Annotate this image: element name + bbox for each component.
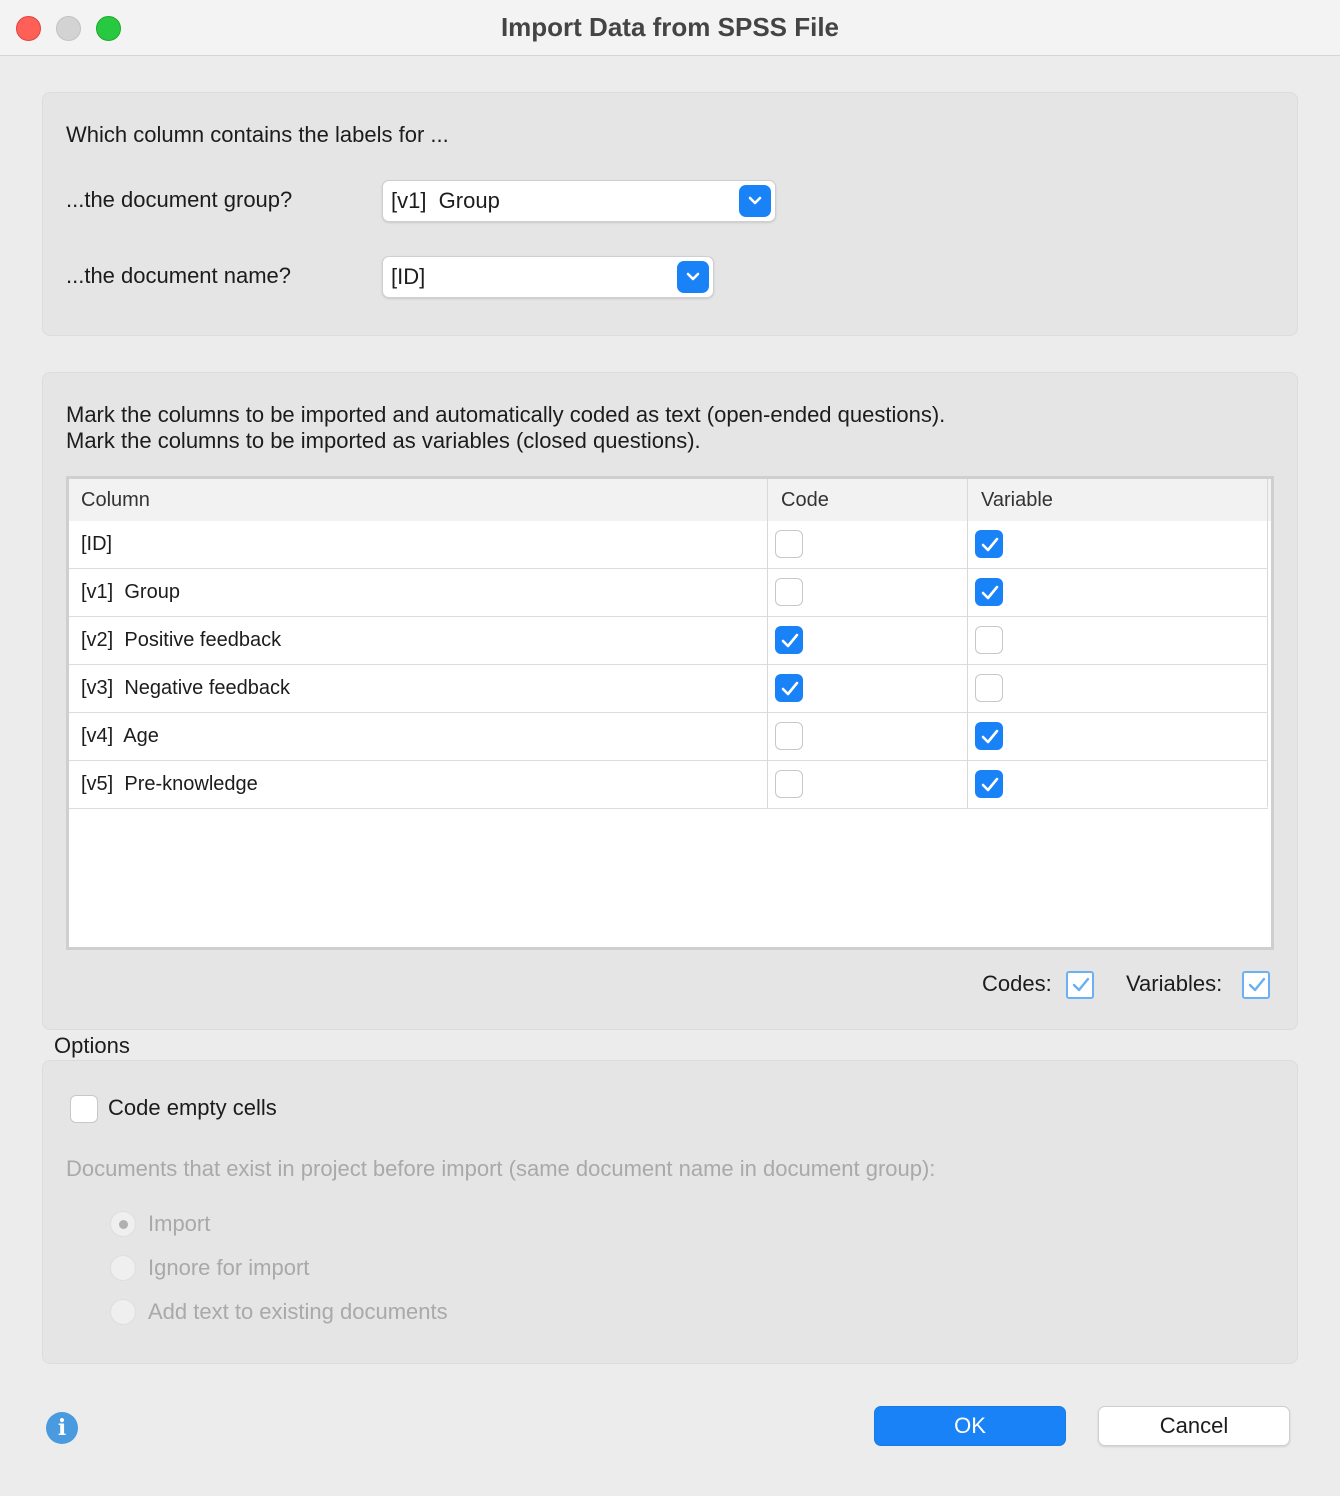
checkmark-icon [980,584,1000,602]
variable-header[interactable]: Variable [981,489,1053,511]
table-row[interactable] [69,569,1268,617]
document-name-select[interactable] [382,256,714,298]
column-name-cell: [v3] Negative feedback [81,677,291,699]
checkmark-icon [1247,976,1267,994]
columns-instruction-2: Mark the columns to be imported as variables (closed questions). [66,428,701,453]
code-checkbox[interactable] [775,578,803,606]
code-header[interactable]: Code [781,489,829,511]
ok-button[interactable]: OK [874,1406,1066,1446]
column-separator [767,617,768,665]
column-name-cell: [v1] Group [81,581,180,603]
column-separator [767,569,768,617]
checkmark-icon [780,632,800,650]
radio-import[interactable] [110,1211,136,1237]
options-title: Options [54,1033,130,1058]
chevron-down-icon [677,261,709,293]
checkmark-icon [1071,976,1091,994]
radio-selected-dot [119,1220,128,1229]
table-header [69,479,1271,521]
code-empty-cells-label: Code empty cells [108,1095,277,1120]
window-title: Import Data from SPSS File [500,12,840,42]
table-row[interactable] [69,713,1268,761]
column-separator [767,521,768,569]
variable-checkbox[interactable] [975,530,1003,558]
columns-instruction-1: Mark the columns to be imported and automatically coded as text (open-ended questions). [66,402,946,427]
column-separator [967,521,968,569]
variables-toggle-all-checkbox[interactable] [1242,971,1270,999]
radio-add-text-label: Add text to existing documents [148,1299,448,1324]
variable-checkbox[interactable] [975,770,1003,798]
variable-checkbox[interactable] [975,626,1003,654]
checkmark-icon [980,728,1000,746]
columns-table [66,476,1274,950]
variables-toggle-label: Variables: [1126,971,1223,996]
column-separator [967,569,968,617]
variable-checkbox[interactable] [975,674,1003,702]
document-name-label: ...the document name? [66,263,292,288]
column-header[interactable]: Column [81,489,150,511]
codes-toggle-label: Codes: [982,971,1052,996]
table-row[interactable] [69,665,1268,713]
document-group-value: [v1] Group [391,188,500,213]
code-checkbox[interactable] [775,770,803,798]
table-row[interactable] [69,617,1268,665]
document-group-select[interactable] [382,180,776,222]
cancel-button[interactable]: Cancel [1098,1406,1290,1446]
code-checkbox[interactable] [775,530,803,558]
column-separator [767,665,768,713]
labels-heading: Which column contains the labels for ... [66,122,449,147]
column-separator [767,761,768,809]
info-icon[interactable]: i [46,1412,78,1444]
column-separator [967,713,968,761]
document-name-value: [ID] [391,264,426,289]
variable-checkbox[interactable] [975,578,1003,606]
code-checkbox[interactable] [775,674,803,702]
table-row[interactable] [69,761,1268,809]
radio-import-label: Import [148,1211,211,1236]
column-name-cell: [ID] [81,533,113,555]
radio-ignore-label: Ignore for import [148,1255,310,1280]
code-empty-cells-checkbox[interactable] [70,1095,98,1123]
column-separator [967,665,968,713]
checkmark-icon [980,536,1000,554]
checkmark-icon [780,680,800,698]
radio-add-text[interactable] [110,1299,136,1325]
table-row[interactable] [69,521,1268,569]
radio-ignore[interactable] [110,1255,136,1281]
title-bar [0,0,1340,56]
column-separator [967,761,968,809]
chevron-down-icon [739,185,771,217]
column-name-cell: [v4] Age [81,725,159,747]
checkmark-icon [980,776,1000,794]
code-checkbox[interactable] [775,722,803,750]
existing-docs-label: Documents that exist in project before import (same document name in document group): [66,1156,936,1181]
document-group-label: ...the document group? [66,187,293,212]
column-separator [967,617,968,665]
codes-toggle-all-checkbox[interactable] [1066,971,1094,999]
code-checkbox[interactable] [775,626,803,654]
column-name-cell: [v5] Pre-knowledge [81,773,258,795]
column-name-cell: [v2] Positive feedback [81,629,282,651]
column-separator [767,713,768,761]
variable-checkbox[interactable] [975,722,1003,750]
